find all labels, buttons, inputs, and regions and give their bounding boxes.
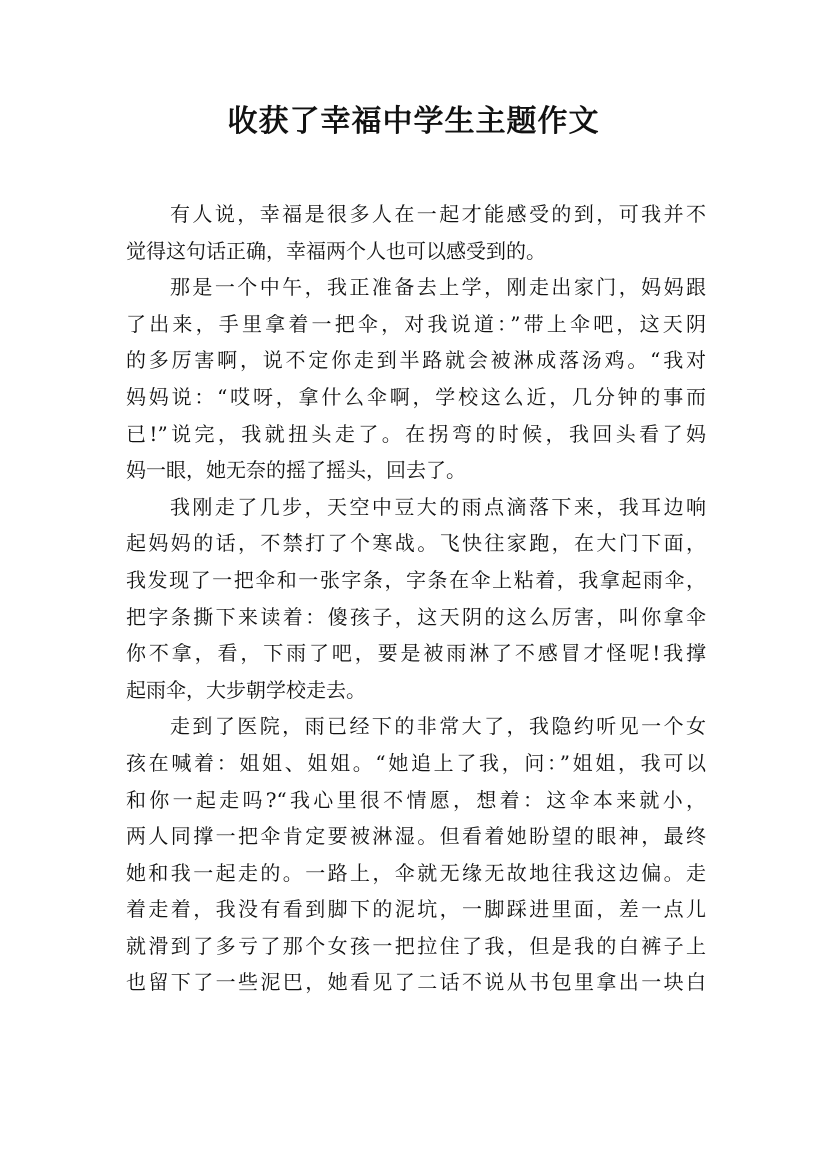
text-line: 已!”说完，我就扭头走了。在拐弯的时候，我回头看了妈 <box>126 421 706 446</box>
text-line: 也留下了一些泥巴，她看见了二话不说从书包里拿出一块白 <box>126 970 706 995</box>
text-line: 了出来，手里拿着一把伞，对我说道：”带上伞吧，这天阴 <box>126 311 706 336</box>
text-line: 那是一个中午，我正准备去上学，刚走出家门，妈妈跟 <box>170 275 706 300</box>
text-line: 着走着，我没有看到脚下的泥坑，一脚踩进里面，差一点儿 <box>126 897 706 922</box>
text-line: 我发现了一把伞和一张字条，字条在伞上粘着，我拿起雨伞， <box>126 567 706 592</box>
text-line: 两人同撑一把伞肯定要被淋湿。但看着她盼望的眼神，最终 <box>126 824 706 849</box>
text-line: 妈妈说：“哎呀，拿什么伞啊，学校这么近，几分钟的事而 <box>126 384 706 409</box>
text-line: 妈一眼，她无奈的摇了摇头，回去了。 <box>126 458 466 483</box>
text-line: 就滑到了多亏了那个女孩一把拉住了我，但是我的白裤子上 <box>126 933 706 958</box>
text-line: 你不拿，看，下雨了吧，要是被雨淋了不感冒才怪呢!我撑 <box>126 641 706 666</box>
document-title: 收获了幸福中学生主题作文 <box>227 104 600 139</box>
text-line: 的多厉害啊，说不定你走到半路就会被淋成落汤鸡。“我对 <box>126 348 706 373</box>
text-line: 孩在喊着：姐姐、姐姐。“她追上了我，问：”姐姐，我可以 <box>126 750 706 775</box>
text-line: 我刚走了几步，天空中豆大的雨点滴落下来，我耳边响 <box>170 494 706 519</box>
text-line: 她和我一起走的。一路上，伞就无缘无故地往我这边偏。走 <box>126 860 706 885</box>
essay-body <box>126 196 706 1001</box>
text-line: 觉得这句话正确，幸福两个人也可以感受到的。 <box>126 238 546 263</box>
text-line: 有人说，幸福是很多人在一起才能感受的到，可我并不 <box>170 202 706 226</box>
text-line: 起妈妈的话，不禁打了个寒战。飞快往家跑，在大门下面， <box>126 531 706 556</box>
text-line: 把字条撕下来读着：傻孩子，这天阴的这么厉害，叫你拿伞 <box>126 604 706 629</box>
text-line: 走到了医院，雨已经下的非常大了，我隐约听见一个女 <box>170 714 706 739</box>
text-line: 和你一起走吗?“我心里很不情愿，想着：这伞本来就小， <box>126 787 706 812</box>
text-line: 起雨伞，大步朝学校走去。 <box>126 677 366 702</box>
